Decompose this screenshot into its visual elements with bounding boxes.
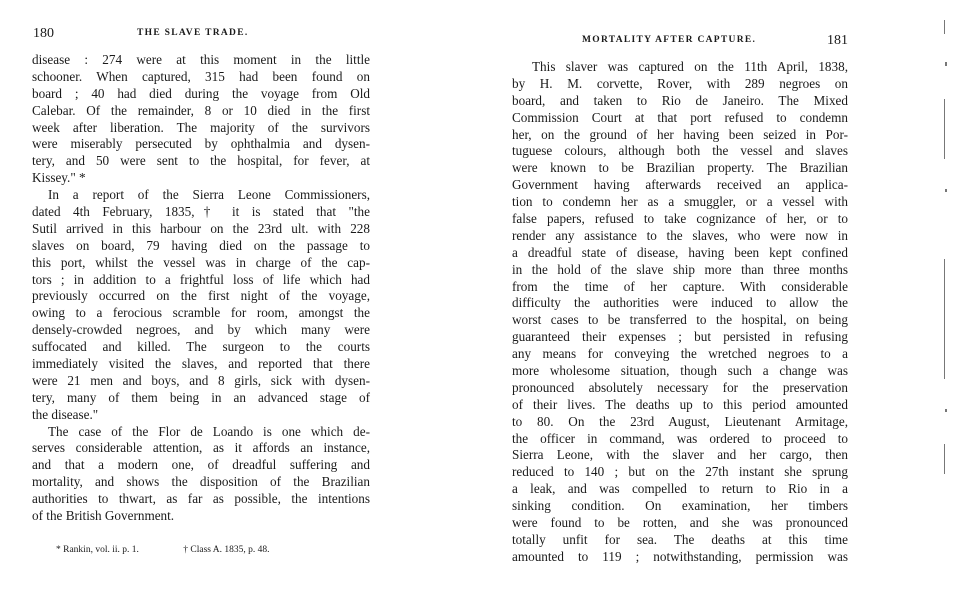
text-line: reduced to 140 ; but on the 27th instant she sprung xyxy=(512,464,848,480)
text-line: tuguese colours, although both the vessel and slaves xyxy=(512,143,848,159)
text-line: Commission Court at that port refused to condemn xyxy=(512,109,848,125)
edge-mark xyxy=(945,409,947,412)
edge-mark xyxy=(944,20,945,34)
text-line: mortality, and shows the disposition of the Brazilian xyxy=(32,474,370,490)
text-line: sinking condition. On examination, her timbers xyxy=(512,498,848,514)
text-line: densely-crowded negroes, and by which many were xyxy=(32,322,370,338)
right-body-text xyxy=(512,59,848,566)
text-line: to 80. On the 23rd August, Lieutenant Armitage, xyxy=(512,413,848,429)
text-line: This slaver was captured on the 11th April, 1838, xyxy=(532,59,848,74)
text-line: by H. M. corvette, Rover, with 289 negroes on xyxy=(512,75,848,91)
text-line: disease : 274 were at this moment in the little xyxy=(32,52,370,67)
text-line: owing to a ferocious scramble for room, amongst the xyxy=(32,305,370,321)
scan-edge-marks xyxy=(936,14,960,484)
text-line: board, and taken to Rio de Janeiro. The Mixed xyxy=(512,92,848,108)
text-line: more wholesome situation, though such a change was xyxy=(512,363,848,379)
edge-mark xyxy=(945,189,947,192)
text-line: slaves on board, 79 having died on the passage to xyxy=(32,237,370,253)
right-running-head-title: MORTALITY AFTER CAPTURE. xyxy=(582,35,757,45)
text-line: board ; 40 had died during the voyage from Old xyxy=(32,85,370,101)
text-line: immediately visited the slaves, and reported that there xyxy=(32,356,370,372)
text-line: a leak, and was compelled to return to Rio in a xyxy=(512,481,848,497)
text-line: difficulty the authorities were induced to allow the xyxy=(512,295,848,311)
text-line: dated 4th February, 1835,† it is stated that "the xyxy=(32,204,370,220)
text-line: were miserably persecuted by ophthalmia and dysen- xyxy=(32,136,370,152)
left-body-text xyxy=(32,52,370,525)
footnote-2: † Class A. 1835, p. 48. xyxy=(183,545,270,555)
text-line: authorities to thwart, as far as possible, the intentions xyxy=(32,491,370,507)
text-line: Calebar. Of the remainder, 8 or 10 died in the first xyxy=(32,102,370,118)
text-line: tors ; in addition to a frightful loss of life which had xyxy=(32,271,370,287)
text-line: pronounced absolutely necessary for the preservation xyxy=(512,379,848,395)
right-running-head xyxy=(512,33,848,53)
text-line: The case of the Flor de Loando is one which de- xyxy=(48,423,370,439)
text-line: this port, whilst the vessel was in charge of the cap- xyxy=(32,254,370,270)
text-line: a dreadful state of disease, having been kept confined xyxy=(512,244,848,260)
text-line: were 21 men and boys, and 8 girls, sick with dysen- xyxy=(32,372,370,388)
text-line: from the time of her capture. With considerable xyxy=(512,278,848,294)
text-line: tion to condemn her as a smuggler, or a vessel with xyxy=(512,194,848,210)
text-line: In a report of the Sierra Leone Commissioners, xyxy=(48,187,370,203)
text-line: Government having afterwards received an applica- xyxy=(512,177,848,193)
left-running-head xyxy=(32,26,370,46)
edge-mark xyxy=(944,259,945,379)
edge-mark xyxy=(944,444,945,474)
text-line: schooner. When captured, 315 had been found on xyxy=(32,68,370,84)
left-footnotes xyxy=(56,545,270,555)
text-line: were found to be rotten, and she was pronounced xyxy=(512,515,848,531)
left-page-number: 180 xyxy=(33,26,54,41)
text-line: Sierra Leone, with the slaver and her cargo, then xyxy=(512,447,848,463)
text-line: worst cases to be transferred to the hospital, on being xyxy=(512,312,848,328)
text-line: Sutil arrived in this harbour on the 23rd ult. with 228 xyxy=(32,220,370,236)
text-line: render any assistance to the slaves, who were now in xyxy=(512,227,848,243)
text-line: of their lives. The deaths up to this period amounted xyxy=(512,396,848,412)
text-line: of the British Government. xyxy=(32,508,175,524)
text-line: tery, and 50 were sent to the hospital, for fever, at xyxy=(32,153,370,169)
text-line: her, on the ground of her having been seized in Por- xyxy=(512,126,848,142)
text-line: previously occurred on the first night of the voyage, xyxy=(32,288,370,304)
text-line: week after liberation. The majority of the survivors xyxy=(32,119,370,135)
left-running-head-title: THE SLAVE TRADE. xyxy=(137,28,249,38)
edge-mark xyxy=(945,62,947,66)
footnote-1: * Rankin, vol. ii. p. 1. xyxy=(56,545,139,555)
text-line: Kissey." * xyxy=(32,170,86,186)
text-line: in the hold of the slave ship more than three months xyxy=(512,261,848,277)
text-line: false papers, refused to take cognizance of her, or to xyxy=(512,211,848,227)
text-line: suffocated and killed. The surgeon to the courts xyxy=(32,339,370,355)
text-line: amounted to 119 ; notwithstanding, permission was xyxy=(512,548,848,564)
right-page-number: 181 xyxy=(827,33,848,48)
text-line: the disease." xyxy=(32,406,99,422)
edge-mark xyxy=(944,99,945,159)
text-line: tery, many of them being in an advanced stage of xyxy=(32,389,370,405)
text-line: totally unfit for sea. The deaths at this time xyxy=(512,531,848,547)
text-line: and that a modern one, of dreadful suffering and xyxy=(32,457,370,473)
text-line: were known to be Brazilian property. The Brazilian xyxy=(512,160,848,176)
text-line: the officer in command, was ordered to proceed to xyxy=(512,430,848,446)
text-line: any means for conveying the wretched negroes to a xyxy=(512,346,848,362)
text-line: serves considerable attention, as it affords an instance, xyxy=(32,440,370,456)
text-line: guaranteed their expenses ; but persisted in refusing xyxy=(512,329,848,345)
